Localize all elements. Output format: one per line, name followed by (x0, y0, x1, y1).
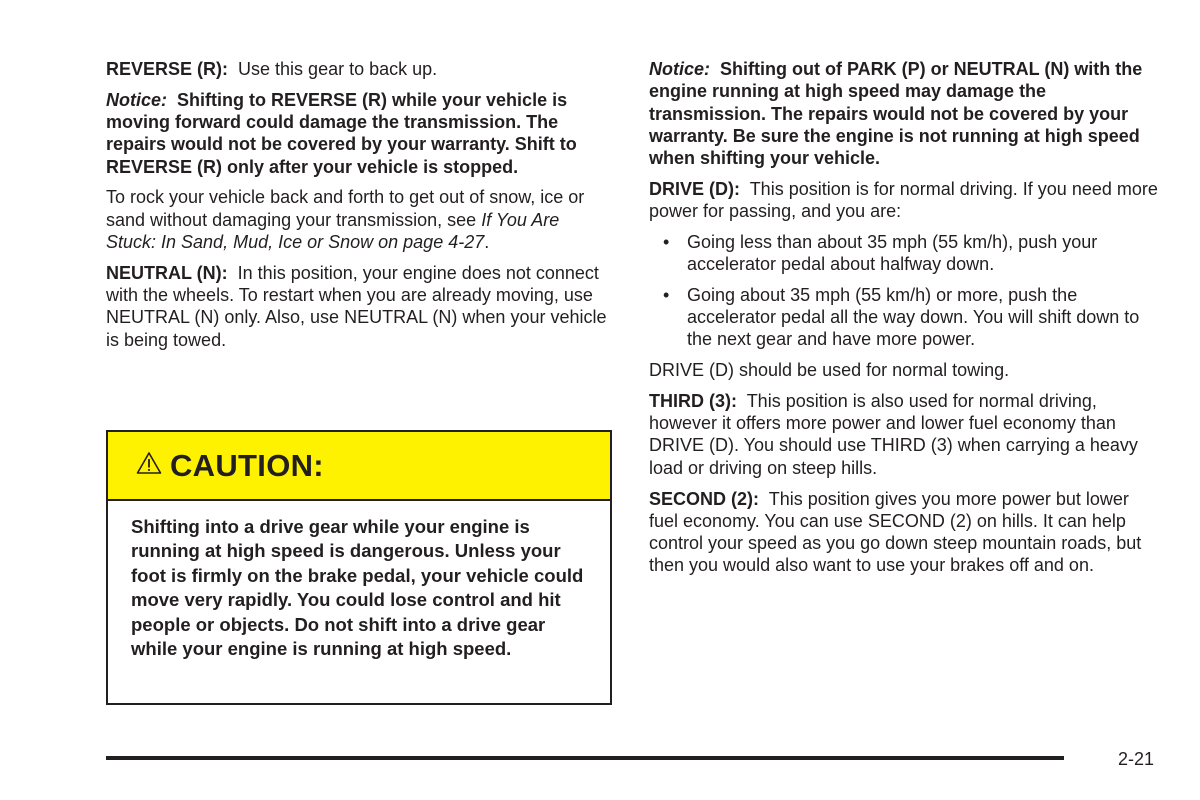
notice-text: Shifting to REVERSE (R) while your vehicle is moving forward could damage the transmission. The repairs would not be covered by your warranty. Shift to REVERSE (R) only after your vehicle is stopped. (106, 89, 577, 177)
reverse-label: REVERSE (R): (106, 59, 229, 79)
caution-box (106, 430, 612, 705)
second-paragraph (649, 488, 1161, 577)
caution-text: Shifting into a drive gear while your engine is running at high speed is dangerous. Unless your foot is firmly on the brake pedal, your vehicle could move very rapidly. You could lose control and hit people or objects. Do not shift into a drive gear while your engine is running at high speed. (131, 516, 584, 660)
footer-rule (106, 756, 1064, 760)
list-item: • Going about 35 mph (55 km/h) or more, push the accelerator pedal all the way down. You will shift down to the next gear and have more power. (649, 284, 1161, 351)
warning-triangle-icon (136, 451, 162, 480)
list-item: • Going less than about 35 mph (55 km/h), push your accelerator pedal about halfway down. (649, 231, 1161, 276)
caution-header (108, 432, 610, 501)
third-paragraph (649, 390, 1161, 479)
right-column (649, 58, 1161, 585)
reverse-paragraph (106, 58, 612, 80)
third-label: THIRD (3): (649, 390, 737, 411)
notice-label: Notice: (106, 89, 168, 110)
notice-reverse (106, 89, 612, 178)
rock-end: . (484, 232, 490, 253)
stuck-reference-link[interactable]: If You Are Stuck: In Sand, Mud, Ice or Snow on page 4-27 (106, 209, 560, 253)
second-label: SECOND (2): (649, 488, 760, 509)
third-text: This position is also used for normal driving, however it offers more power and lower fuel economy than DRIVE (D). You should use THIRD (3) when carrying a heavy load or driving on steep hills. (649, 390, 1138, 478)
neutral-text: In this position, your engine does not connect with the wheels. To restart when you are already moving, use NEUTRAL (N) only. Also, use NEUTRAL (N) when your vehicle is being towed. (106, 262, 607, 350)
notice-label: Notice: (649, 59, 711, 79)
caution-body (108, 501, 610, 661)
drive-towing-paragraph: DRIVE (D) should be used for normal towing. (649, 360, 1010, 381)
drive-label: DRIVE (D): (649, 178, 740, 199)
caution-title: CAUTION: (170, 447, 324, 483)
notice-park (649, 58, 1161, 169)
rock-text: To rock your vehicle back and forth to get out of snow, ice or sand without damaging your transmission, see (106, 187, 585, 230)
second-text: This position gives you more power but lower fuel economy. You can use SECOND (2) on hills. It can help control your speed as you go down steep mountain roads, but then you would also want to use your brakes off and on. (649, 488, 1142, 576)
neutral-label: NEUTRAL (N): (106, 262, 228, 283)
left-column (106, 58, 612, 360)
drive-bullet-list (649, 231, 1161, 350)
rock-paragraph (106, 186, 612, 253)
notice-text: Shifting out of PARK (P) or NEUTRAL (N) with the engine running at high speed may damage the transmission. The repairs would not be covered by your warranty. Be sure the engine is not running at high speed when shifting your vehicle. (649, 59, 1143, 169)
drive-paragraph (649, 178, 1161, 223)
page-number: 2-21 (1118, 749, 1155, 769)
drive-text: This position is for normal driving. If you need more power for passing, and you are: (649, 178, 1158, 222)
neutral-paragraph (106, 262, 612, 351)
reverse-text: Use this gear to back up. (238, 59, 438, 79)
